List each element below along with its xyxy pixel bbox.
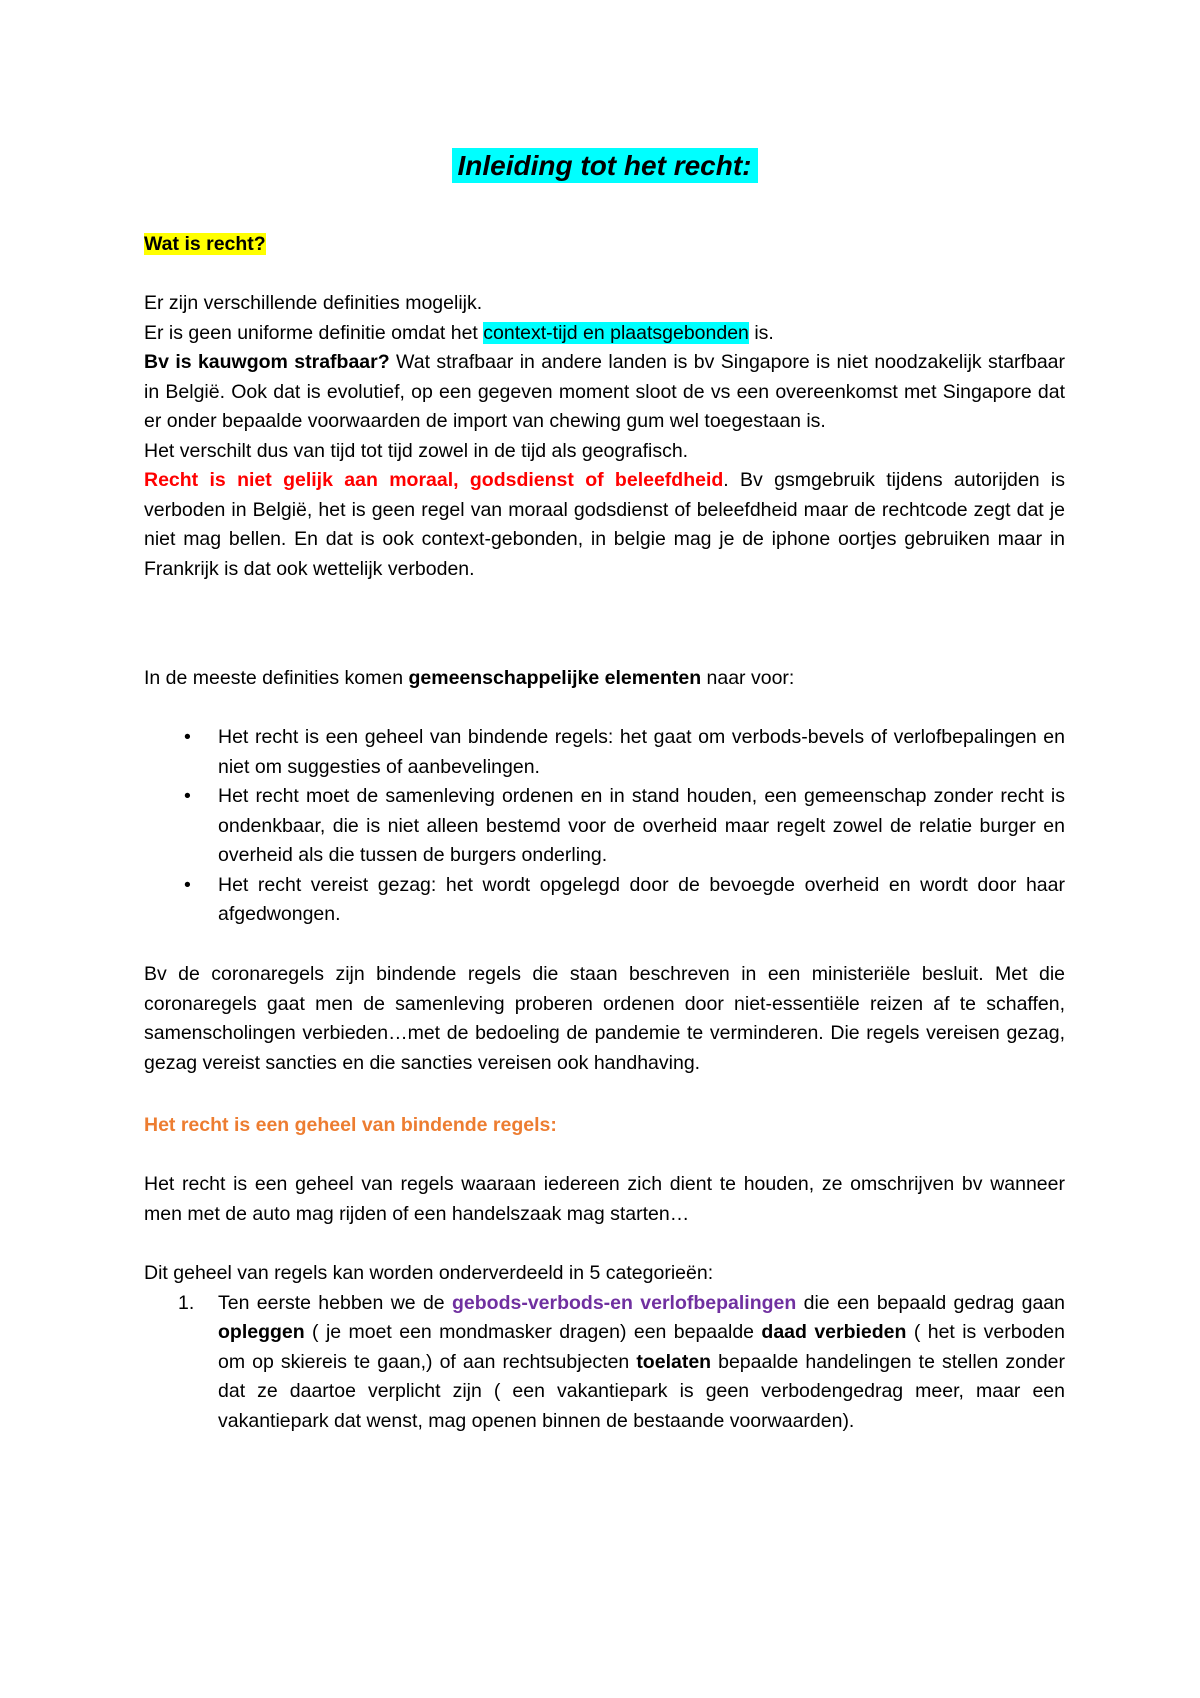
elementen-intro-text: In de meeste definities komen <box>144 667 409 689</box>
regels-paragraph: Het recht is een geheel van regels waaraan iedereen zich dient te houden, ze omschrijven bv wanneer men met de auto mag rijden of een handelszaak mag starten… <box>144 1173 1065 1225</box>
item1-text-3: ( je moet een mondmasker dragen) een bepaalde <box>304 1321 762 1343</box>
list-item <box>144 782 1065 871</box>
list-item-text: Het recht is een geheel van bindende regels: het gaat om verbods-bevels of verlofbepalingen en niet om suggesties of aanbevelingen. <box>218 726 1065 778</box>
bullet-icon: • <box>184 785 191 807</box>
kauwgom-question: Bv is kauwgom strafbaar? <box>144 351 390 373</box>
item1-text-1: Ten eerste hebben we de <box>218 1291 452 1314</box>
elementen-list <box>144 723 1065 930</box>
regels-block <box>144 1170 1065 1229</box>
list-item <box>144 871 1065 930</box>
categorieen-list <box>144 1289 1065 1437</box>
section-heading-bindende-regels: Het recht is een geheel van bindende regels: <box>144 1114 557 1136</box>
list-item <box>144 723 1065 782</box>
geografisch-line: Het verschilt dus van tijd tot tijd zowel in de tijd als geografisch. <box>144 439 689 462</box>
context-highlight: context-tijd en plaatsgebonden <box>483 321 749 344</box>
moraal-statement: Recht is niet gelijk aan moraal, godsdienst of beleefdheid <box>144 469 724 491</box>
item1-text-2: die een bepaald gedrag gaan <box>796 1291 1065 1314</box>
list-item-text: Het recht moet de samenleving ordenen en in stand houden, een gemeenschap zonder recht is ondenkbaar, die is niet alleen bestemd voor de overheid maar regelt zowel de relatie burger en overheid als die tussen de burgers onderling. <box>218 785 1065 866</box>
definition-line-1: Er zijn verschillende definities mogelijk. <box>144 292 483 314</box>
list-item-text: Het recht vereist gezag: het wordt opgelegd door de bevoegde overheid en wordt door haar afgedwongen. <box>218 873 1065 925</box>
elementen-list-block <box>144 723 1065 930</box>
moraal-text: . Bv gsmgebruik tijdens autorijden is verboden in België, het is geen regel van moraal godsdienst of beleefdheid maar de rechtcode zegt dat je niet mag bellen. En dat is ook context-gebonden, in belgie mag je de iphone oortjes gebruiken maar in Frankrijk is dat ook wettelijk verboden. <box>144 469 1065 580</box>
section-elementen <box>144 664 1065 694</box>
definition-line-2-text: Er is geen uniforme definitie omdat het <box>144 321 484 344</box>
page-title: Inleiding tot het recht: <box>452 148 758 183</box>
item1-daad-verbieden: daad verbieden <box>761 1321 907 1343</box>
section-heading-wat-is-recht: Wat is recht? <box>144 233 266 255</box>
elementen-intro-bold: gemeenschappelijke elementen <box>408 667 702 689</box>
definition-line-2-end: is. <box>748 321 774 344</box>
section-wat-is-recht <box>144 230 1065 584</box>
bullet-icon: • <box>184 726 191 748</box>
bullet-icon: • <box>184 873 191 896</box>
list-item <box>144 1289 1065 1437</box>
corona-block <box>144 960 1065 1078</box>
item1-opleggen: opleggen <box>218 1321 305 1343</box>
categorieen-block <box>144 1259 1065 1436</box>
corona-paragraph: Bv de coronaregels zijn bindende regels die staan beschreven in een ministeriële besluit. Met die coronaregels gaat men de samenleving proberen ordenen door niet-essentiële reizen af te schaffen, samenscholingen verbieden…met de bedoeling de pandemie te verminderen. Die regels vereisen gezag, gezag vereist sancties en die sancties vereisen ook handhaving. <box>144 963 1065 1074</box>
section-bindende-regels <box>144 1111 1065 1141</box>
elementen-intro-end: naar voor: <box>701 667 795 689</box>
title-row <box>144 146 1065 186</box>
item1-text-5: bepaalde handelingen te stellen zonder dat ze daartoe verplicht zijn ( een vakantiepark is geen verbodengedrag meer, maar een vakantiepark dat wenst, mag openen binnen de bestaande voorwaarden). <box>218 1350 1066 1432</box>
moraal-paragraph <box>144 466 1065 584</box>
kauwgom-paragraph <box>144 348 1065 437</box>
item1-text-4: ( het is verboden om op skiereis te gaan,) of aan rechtsubjecten <box>218 1321 1065 1373</box>
item1-toelaten: toelaten <box>636 1350 712 1373</box>
kauwgom-text: Wat strafbaar in andere landen is bv Singapore is niet noodzakelijk starfbaar in België. Ook dat is evolutief, op een gegeven moment sloot de vs een overeenkomst met Singapore dat er onder bepaalde voorwaarden de import van chewing gum wel toegestaan is. <box>144 351 1066 432</box>
categorieen-intro: Dit geheel van regels kan worden onderverdeeld in 5 categorieën: <box>144 1262 714 1284</box>
list-number: 1. <box>178 1291 195 1314</box>
item1-bepalingen: gebods-verbods-en verlofbepalingen <box>451 1291 797 1314</box>
definition-line-2 <box>144 319 1065 349</box>
elementen-intro <box>144 664 1065 694</box>
